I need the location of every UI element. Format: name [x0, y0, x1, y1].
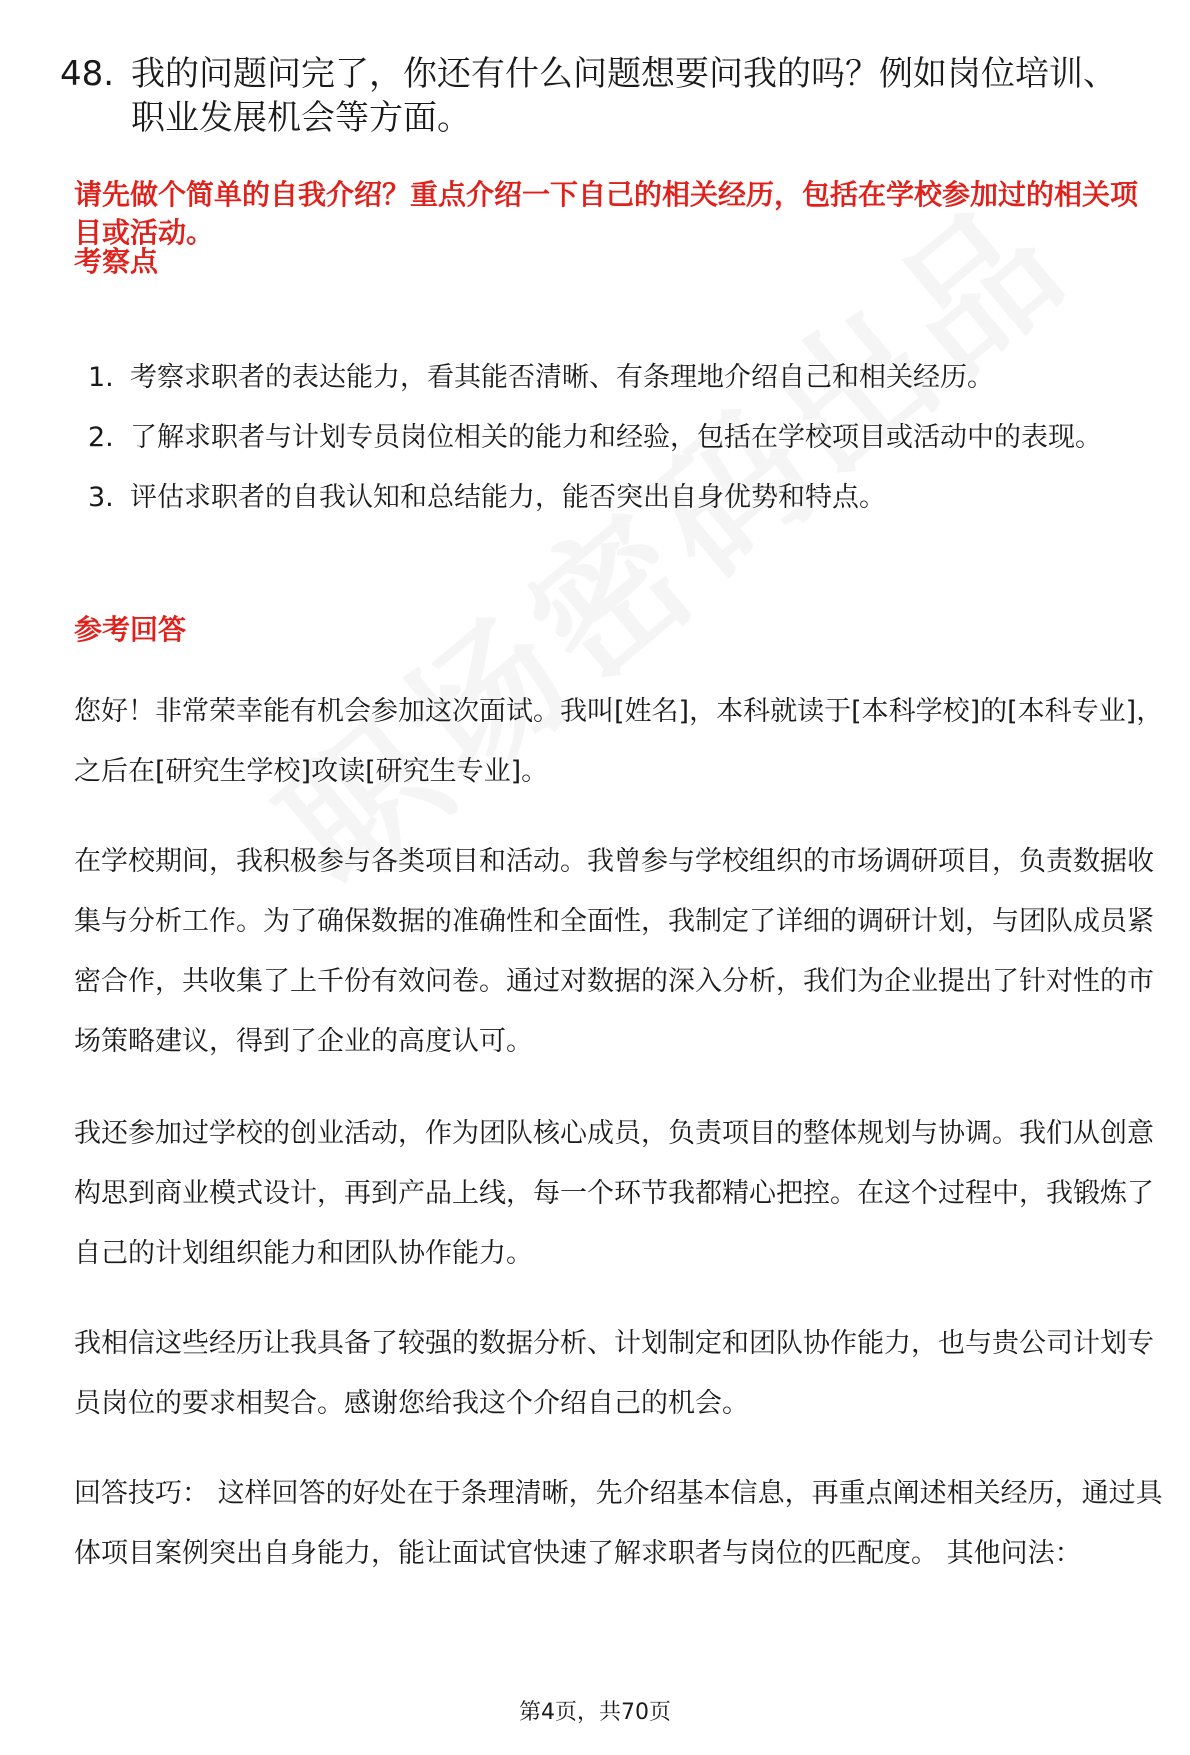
question-text: 我的问题问完了，你还有什么问题想要问我的吗？例如岗位培训、职业发展机会等方面。	[131, 54, 1117, 138]
assessment-point	[74, 348, 1164, 408]
assessment-label: 考察点	[74, 245, 159, 278]
question-heading	[60, 52, 1120, 140]
question-number: 48.	[60, 54, 115, 94]
point-text: 评估求职者的自我认知和总结能力，能否突出自身优势和特点。	[130, 482, 886, 513]
answer-paragraph: 我相信这些经历让我具备了较强的数据分析、计划制定和团队协作能力，也与贵公司计划专员岗位的要求相契合。感谢您给我这个介绍自己的机会。	[74, 1328, 1154, 1419]
reference-label: 参考回答	[74, 613, 187, 646]
answer-paragraph: 在学校期间，我积极参与各类项目和活动。我曾参与学校组织的市场调研项目，负责数据收集与分析工作。为了确保数据的准确性和全面性，我制定了详细的调研计划，与团队成员紧密合作，共收集了上千份有效问卷。通过对数据的深入分析，我们为企业提出了针对性的市场策略建议，得到了企业的高度认可。	[74, 846, 1154, 1057]
assessment-point	[74, 408, 1164, 468]
assessment-point	[74, 468, 1164, 528]
answer-tips-paragraph: 回答技巧： 这样回答的好处在于条理清晰，先介绍基本信息，再重点阐述相关经历，通过具体项目案例突出自身能力，能让面试官快速了解求职者与岗位的匹配度。 其他问法：	[74, 1478, 1163, 1569]
point-text: 了解求职者与计划专员岗位相关的能力和经验，包括在学校项目或活动中的表现。	[130, 422, 1102, 453]
intro-question: 请先做个简单的自我介绍？重点介绍一下自己的相关经历，包括在学校参加过的相关项目或活动。	[74, 178, 1139, 249]
answer-paragraph: 您好！非常荣幸能有机会参加这次面试。我叫[姓名]，本科就读于[本科学校]的[本科专业]，之后在[研究生学校]攻读[研究生专业]。	[74, 696, 1164, 787]
point-number: 3.	[88, 482, 114, 513]
point-number: 1.	[88, 362, 114, 393]
watermark	[230, 143, 1104, 926]
point-number: 2.	[88, 422, 114, 453]
answer-paragraph: 我还参加过学校的创业活动，作为团队核心成员，负责项目的整体规划与协调。我们从创意构思到商业模式设计，再到产品上线，每一个环节我都精心把控。在这个过程中，我锻炼了自己的计划组织能力和团队协作能力。	[74, 1118, 1154, 1269]
page-footer: 第4页，共70页	[519, 1700, 671, 1725]
assessment-points	[74, 348, 1164, 528]
point-text: 考察求职者的表达能力，看其能否清晰、有条理地介绍自己和相关经历。	[130, 362, 994, 393]
